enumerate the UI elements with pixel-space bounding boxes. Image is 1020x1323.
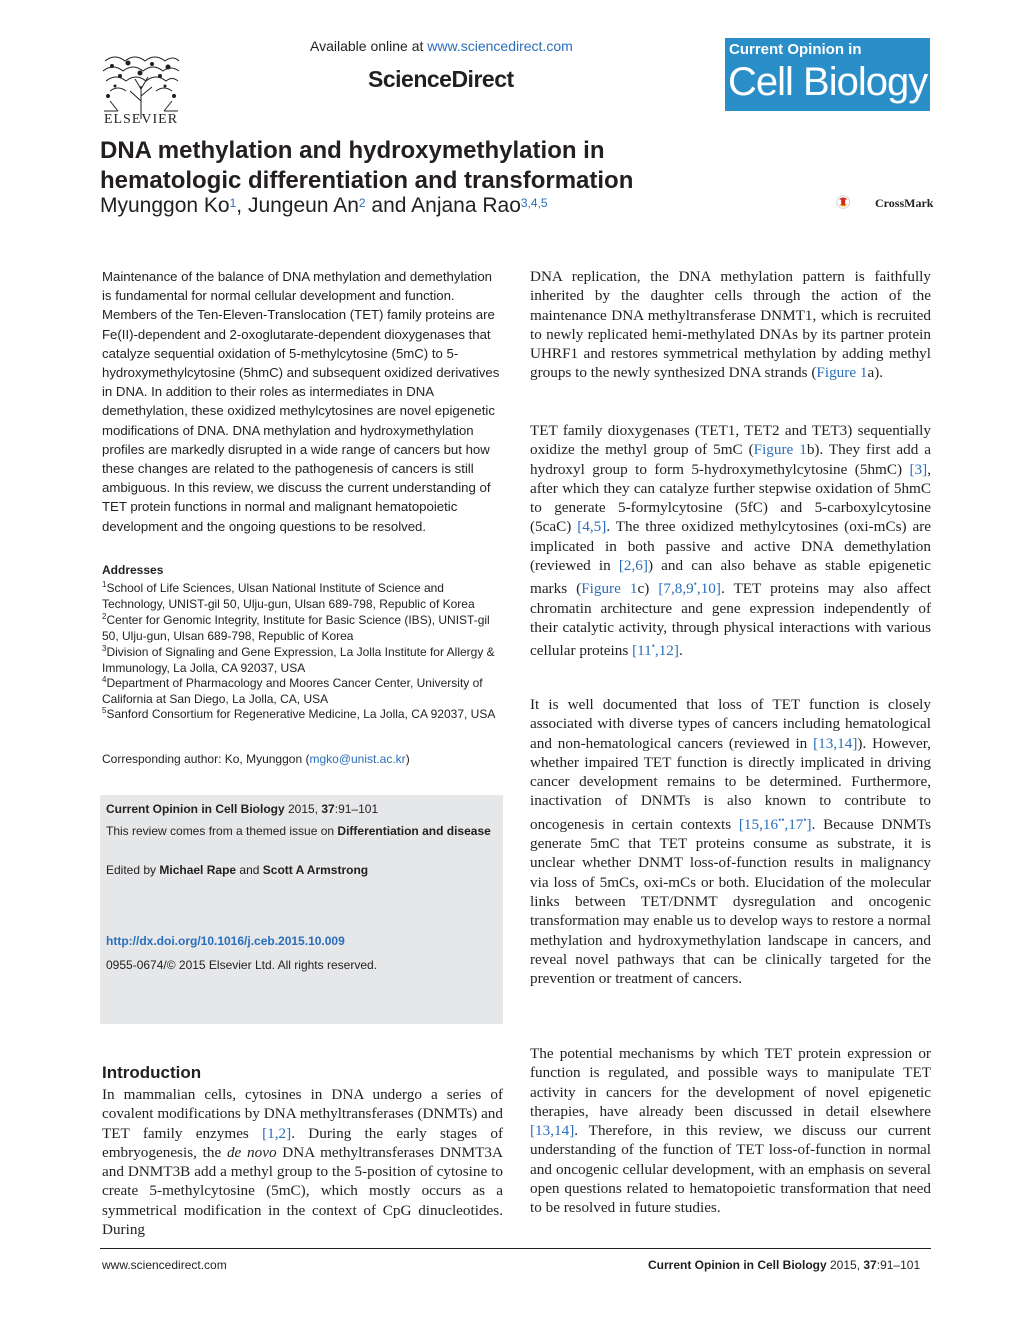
available-prefix: Available online at (310, 38, 428, 54)
text-run: ) and can also behave as stable epigenetic marks ( (530, 557, 931, 598)
footer-site[interactable]: www.sciencedirect.com (102, 1258, 227, 1272)
text-run: a). (867, 364, 884, 382)
address-text: School of Life Sciences, Ulsan National Institute of Science and Technology, UNIST-gil 50, Ulju-gun, Ulsan 689-798, Republic of Korea (102, 581, 475, 611)
text-run: c) (637, 580, 659, 598)
citation-link[interactable]: [1,2] (262, 1124, 292, 1142)
info-citation (106, 801, 496, 817)
journal-banner-line2: Cell Biology (728, 60, 928, 104)
journal-banner-line1: Current Opinion in (729, 41, 862, 58)
text-run: [7,8,9 (658, 580, 694, 598)
body-paragraph (530, 421, 931, 661)
text-run: . TET proteins may also affect chromatin architecture and gene expression independently of their catalytic activity, through physical interactions with various cellular proteins (530, 580, 931, 660)
text-run: It is well documented that loss of TET function is closely associated with diverse types of cancers including hematological and non-hematological cancers (reviewed in (530, 696, 931, 752)
text-run: [15,16 (738, 815, 779, 833)
author-affiliation[interactable]: 3,4,5 (520, 196, 548, 210)
text-run: DNA methyltransferases DNMT3A and DNMT3B add a methyl group to the 5-position of cytosine to create 5-methylcytosine (5mC), which mostly occurs as a symmetrical modification in the context of CpG dinucleotides. During (102, 1143, 503, 1239)
figure-link[interactable]: Figure 1 (753, 441, 807, 459)
recommended-marker: •• (778, 814, 785, 825)
info-editors (106, 862, 496, 878)
info-year: 2015, (284, 802, 322, 816)
footer-divider (100, 1248, 931, 1249)
footer-year: 2015, (826, 1258, 864, 1272)
recommended-marker: • (651, 641, 655, 652)
address-number: 4 (102, 675, 107, 684)
info-editor-and: and (236, 863, 263, 877)
abstract: Maintenance of the balance of DNA methylation and demethylation is fundamental for normal cellular development and function. Members of the Ten-Eleven-Translocation (TET) family proteins are Fe(II)-dependent and 2-oxoglutarate-dependent dioxygenases that catalyze sequential oxidation of 5-methylcytosine (5mC) to 5-hydroxymethylcytosine (5hmC) and subsequent oxidized derivatives in DNA. In addition to their roles as intermediates in DNA demethylation, these oxidized methylcytosines are novel epigenetic modifications of DNA. DNA methylation and hydroxymethylation profiles are markedly disrupted in a wide range of cancers but how these changes are related to the pathogenesis of cancers is still ambiguous. In this review, we discuss the current understanding of TET protein functions in normal and malignant hematopoietic development and the ongoing questions to be resolved. (102, 269, 500, 534)
info-doi (106, 933, 496, 949)
address-text: Sanford Consortium for Regenerative Medicine, La Jolla, CA 92037, USA (106, 707, 496, 721)
text-run: . Therefore, in this review, we discuss our current understanding of the function of TET loss-of-function in normal and oncogenic cellular development, with an emphasis on several open questions related to hematopoietic transformation that need to be resolved in future studies. (530, 1122, 931, 1217)
author-affiliation[interactable]: 1 (229, 196, 237, 210)
text-run: . During the early stages of embryogenesis, the (102, 1124, 503, 1161)
text-run: In mammalian cells, cytosines in DNA undergo a series of covalent modifications by DNA methyltransferases (DNMTs) and TET family enzymes (102, 1086, 503, 1142)
article-title: DNA methylation and hydroxymethylation in hematologic differentiation and transformation (100, 137, 634, 194)
text-run: TET family dioxygenases (TET1, TET2 and TET3) sequentially oxidize the methyl group of 5mC ( (530, 422, 931, 459)
address-item (102, 577, 504, 612)
address-number: 5 (102, 706, 107, 715)
author-affiliation[interactable]: 2 (358, 196, 366, 210)
address-number: 2 (102, 612, 107, 621)
citation-link[interactable]: [2,6] (618, 557, 648, 575)
corresponding-suffix: ) (405, 752, 410, 766)
crossmark-icon[interactable] (836, 184, 876, 220)
address-item (102, 703, 504, 722)
citation-link[interactable] (739, 816, 812, 833)
intro-paragraph (102, 1085, 503, 1239)
info-editor: Scott A Armstrong (262, 863, 369, 877)
recommended-marker: • (693, 579, 697, 590)
text-run: . The three oxidized methylcytosines (oxi-mCs) are implicated in both passive and active DNA demethylation (reviewed in (530, 518, 931, 575)
recommended-marker: • (803, 814, 807, 825)
text-run: DNA replication, the DNA methylation pattern is faithfully inherited by the daughter cells through the action of the maintenance DNA methyltransferase DNMT1, which is recruited to newly replicated hemi-methylated DNAs by its partner protein UHRF1 and restores symmetrical methylation by adding methyl groups to the newly synthesized DNA strands ( (530, 268, 931, 382)
citation-link[interactable]: [4,5] (577, 518, 607, 536)
section-heading-introduction: Introduction (102, 1063, 202, 1082)
author-name: Myunggon Ko (100, 194, 230, 217)
figure-link[interactable]: Figure 1 (581, 580, 638, 598)
author-separator: and (365, 194, 412, 217)
citation-link[interactable]: [13,14] (813, 734, 858, 752)
publisher-wordmark: ELSEVIER (103, 112, 179, 127)
text-run: ,12] (654, 642, 679, 660)
text-run: . Because DNMTs generate 5mC that TET proteins consume as substrate, it is unclear whether DNMT loss-of-function results in malignancy via loss of 5mCs, oxi-mCs or both. Elucidation of the molecular links between TET/DNMT dysregulation and oncogenic transformation may enable us to develop ways to restore a normal methylation and hydroxymethylation landscape in cancers, and reveal novel pathways that can be clinically targeted for the prevention or treatment of cancers. (530, 815, 931, 988)
info-copyright: 0955-0674/© 2015 Elsevier Ltd. All rights reserved. (106, 958, 377, 972)
info-edited-prefix: Edited by (106, 863, 160, 877)
text-run: de novo (226, 1143, 277, 1161)
corresponding-prefix: Corresponding author: Ko, Myunggon ( (102, 752, 310, 766)
body-paragraph (530, 695, 931, 989)
sciencedirect-link[interactable]: www.sciencedirect.com (427, 38, 573, 54)
text-run: ,10] (696, 580, 721, 598)
body-paragraph (530, 1044, 931, 1218)
corresponding-email-link[interactable]: mgko@unist.ac.kr (309, 752, 406, 766)
address-item (102, 609, 504, 644)
text-run: The potential mechanisms by which TET protein expression or function is regulated, and possible ways to manipulate TET activity in cancers for the development of novel epigenetic therapies, have already been discussed in detail elsewhere (530, 1045, 931, 1120)
available-online-line (310, 38, 573, 54)
text-run: . (678, 642, 683, 660)
text-run: ] (806, 815, 812, 833)
footer-pages: :91–101 (876, 1258, 921, 1272)
info-volume: 37 (321, 802, 335, 816)
author-name: Anjana Rao (411, 194, 521, 217)
address-text: Center for Genomic Integrity, Institute for Basic Science (IBS), UNIST-gil 50, Ulju-gun, Ulsan 689-798, Republic of Korea (102, 613, 490, 643)
text-run: , after which they can catalyze further stepwise oxidation of 5hmC to generate 5-formylcytosine (5fC) and 5-carboxylcytosine (5caC) (530, 460, 931, 536)
info-journal: Current Opinion in Cell Biology (106, 802, 285, 816)
text-run: ,17 (784, 815, 804, 833)
footer-citation (648, 1258, 920, 1272)
info-editor: Michael Rape (159, 863, 237, 877)
text-run: b). They first add a hydroxyl group to form 5-hydroxymethylcytosine (5hmC) (530, 441, 932, 478)
sciencedirect-wordmark: ScienceDirect (368, 66, 514, 92)
text-run: ). However, whether impaired TET function is directly implicated in driving cancer development remains to be determined. Furthermore, inactivation of DNMTs is also known to contribute to oncogenesis in certain contexts (530, 734, 931, 833)
author-name: Jungeun An (247, 194, 359, 217)
info-theme-name: Differentiation and disease (337, 824, 491, 838)
info-theme-prefix: This review comes from a themed issue on (106, 824, 338, 838)
info-pages: :91–101 (334, 802, 379, 816)
author-separator: , (236, 194, 248, 217)
citation-link[interactable]: [13,14] (530, 1122, 575, 1140)
footer-journal: Current Opinion in Cell Biology (648, 1258, 827, 1272)
info-theme (106, 823, 496, 839)
text-run: [11 (632, 642, 652, 660)
crossmark-label[interactable]: CrossMark (875, 196, 934, 210)
address-text: Division of Signaling and Gene Expression, La Jolla Institute for Allergy & Immunology, La Jolla, CA 92037, USA (102, 645, 495, 675)
citation-link[interactable] (632, 642, 679, 659)
doi-link[interactable]: http://dx.doi.org/10.1016/j.ceb.2015.10.009 (106, 934, 345, 948)
address-item (102, 672, 504, 707)
address-number: 1 (102, 580, 107, 589)
address-item (102, 641, 504, 676)
body-paragraph (530, 267, 931, 383)
figure-link[interactable]: Figure 1 (816, 364, 868, 382)
author-list (100, 194, 548, 218)
addresses-heading: Addresses (102, 563, 164, 577)
citation-link[interactable] (658, 580, 721, 597)
address-number: 3 (102, 644, 107, 653)
corresponding-author (102, 752, 410, 766)
footer-volume: 37 (863, 1258, 877, 1272)
citation-link[interactable]: [3] (909, 460, 928, 478)
address-text: Department of Pharmacology and Moores Cancer Center, University of California at San Diego, La Jolla, CA, USA (102, 676, 483, 706)
